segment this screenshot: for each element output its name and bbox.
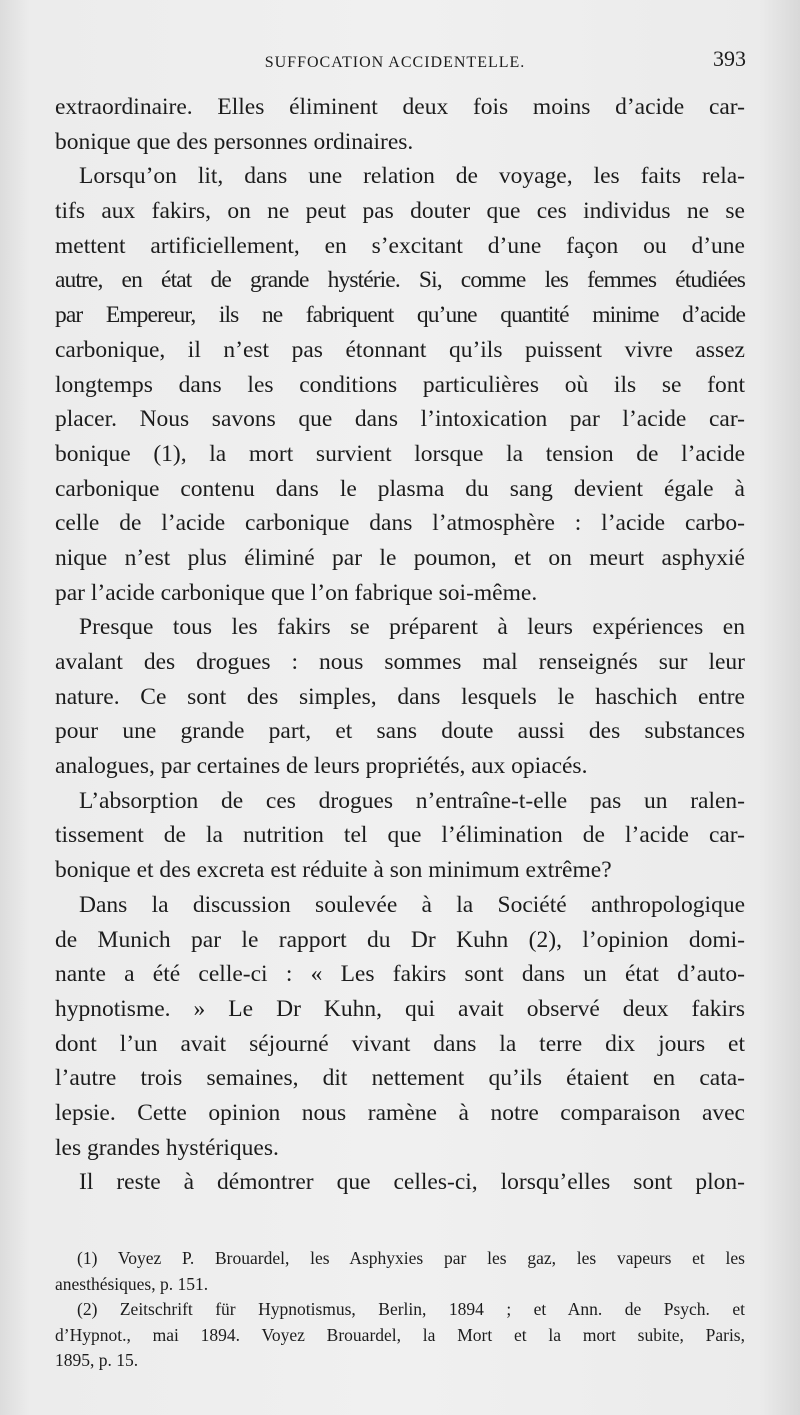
text-line: nique n’est plus éliminé par le poumon, et on meurt asphyxié xyxy=(55,544,745,571)
footnote-line: d’Hypnot., mai 1894. Voyez Brouardel, la Mort et la mort subite, Paris, xyxy=(55,1324,745,1345)
text-line: celle de l’acide carbonique dans l’atmosphère : l’acide carbo- xyxy=(55,510,745,537)
page-number: 393 xyxy=(713,46,746,71)
footnotes xyxy=(55,1246,745,1374)
footnote-line: 1895, p. 15. xyxy=(55,1350,139,1370)
text-line: nante a été celle-ci : « Les fakirs sont dans un état d’auto- xyxy=(55,961,745,988)
text-line: l’autre trois semaines, dit nettement qu’ils étaient en cata- xyxy=(55,1065,745,1092)
text-line: lepsie. Cette opinion nous ramène à notre comparaison avec xyxy=(55,1099,745,1126)
text-line: Dans la discussion soulevée à la Société anthropologique xyxy=(79,891,745,918)
text-line: les grandes hystériques. xyxy=(55,1134,279,1161)
text-line: bonique (1), la mort survient lorsque la tension de l’acide xyxy=(55,440,745,467)
text-line: tifs aux fakirs, on ne peut pas douter que ces individus ne se xyxy=(55,198,745,225)
text-line: extraordinaire. Elles éliminent deux fois moins d’acide car- xyxy=(55,94,745,120)
text-line: pour une grande part, et sans doute aussi des substances xyxy=(55,718,745,745)
text-line: nature. Ce sont des simples, dans lesquels le haschich entre xyxy=(55,683,745,710)
text-line: Lorsqu’on lit, dans une relation de voyage, les faits rela- xyxy=(79,163,745,190)
page-header xyxy=(52,44,746,78)
text-line: Il reste à démontrer que celles-ci, lorsqu’elles sont plon- xyxy=(79,1169,745,1196)
body-text xyxy=(55,90,745,1200)
text-line: bonique que des personnes ordinaires. xyxy=(55,128,414,155)
text-line: par l’acide carbonique que l’on fabrique soi-même. xyxy=(55,579,538,606)
running-title: SUFFOCATION ACCIDENTELLE. xyxy=(264,54,526,71)
footnote-line: anesthésiques, p. 151. xyxy=(55,1273,209,1294)
footnote-line: (1) Voyez P. Brouardel, les Asphyxies par les gaz, les vapeurs et les xyxy=(77,1248,745,1268)
text-line: longtemps dans les conditions particulières où ils se font xyxy=(55,371,745,398)
text-line: Presque tous les fakirs se préparent à leurs expériences en xyxy=(79,614,745,641)
text-line: analogues, par certaines de leurs propriétés, aux opiacés. xyxy=(55,753,588,780)
text-line: carbonique contenu dans le plasma du sang devient égale à xyxy=(55,475,745,502)
text-line: L’absorption de ces drogues n’entraîne-t-elle pas un ralen- xyxy=(79,787,745,814)
text-line: de Munich par le rapport du Dr Kuhn (2), l’opinion domi- xyxy=(55,926,745,953)
text-line: carbonique, il n’est pas étonnant qu’ils puissent vivre assez xyxy=(55,336,745,363)
text-line: mettent artificiellement, en s’excitant d’une façon ou d’une xyxy=(55,232,745,259)
text-line: bonique et des excreta est réduite à son minimum extrême? xyxy=(55,857,612,884)
text-line: par Empereur, ils ne fabriquent qu’une quantité minime d’acide xyxy=(55,302,745,329)
text-line: autre, en état de grande hystérie. Si, comme les femmes étudiées xyxy=(55,267,745,294)
text-line: dont l’un avait séjourné vivant dans la terre dix jours et xyxy=(55,1030,745,1057)
text-line: placer. Nous savons que dans l’intoxication par l’acide car- xyxy=(55,406,745,433)
text-line: avalant des drogues : nous sommes mal renseignés sur leur xyxy=(55,649,745,675)
footnote-line: (2) Zeitschrift für Hypnotismus, Berlin, 1894 ; et Ann. de Psych. et xyxy=(77,1299,745,1319)
text-line: hypnotisme. » Le Dr Kuhn, qui avait observé deux fakirs xyxy=(55,995,745,1022)
text-line: tissement de la nutrition tel que l’élimination de l’acide car- xyxy=(55,822,745,849)
